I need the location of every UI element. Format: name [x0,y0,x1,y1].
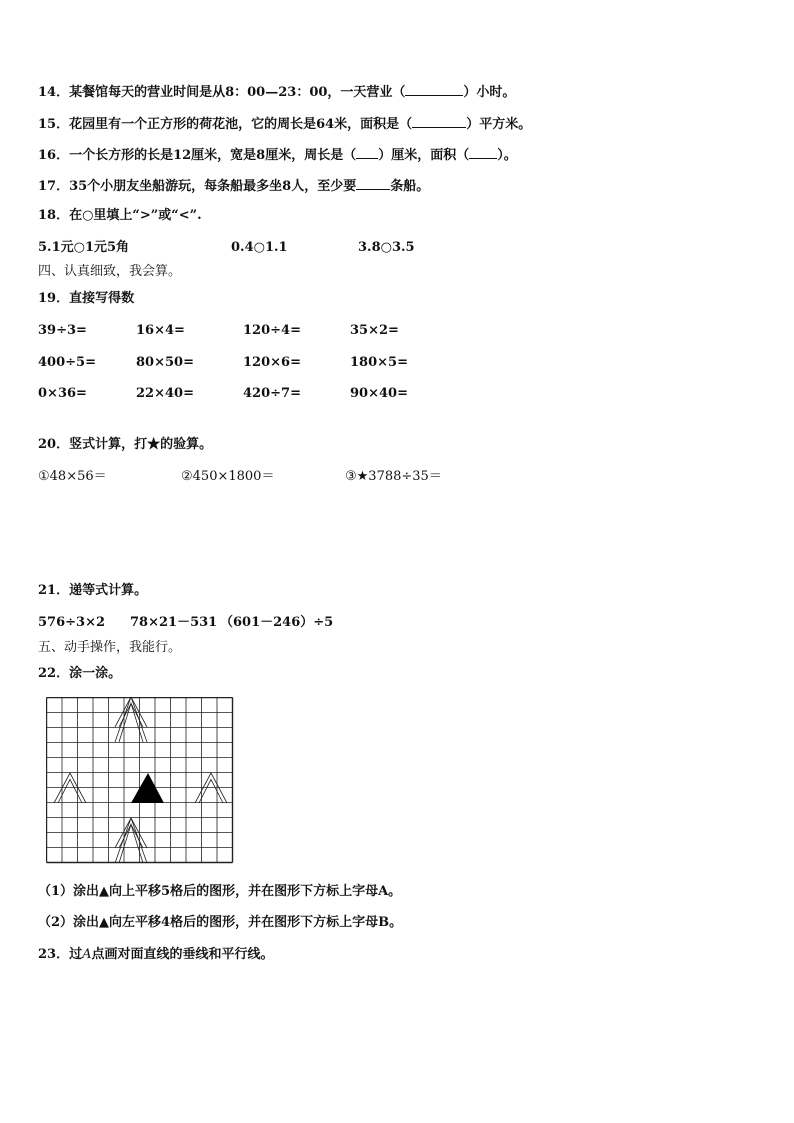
question-number: 15． [38,117,70,132]
question-text: 某餐馆每天的营业时间是从8：00—23：00，一天营业（ [69,85,406,100]
answer-blank[interactable] [412,115,466,128]
calc-item: 0×36= [38,386,87,401]
vertical-calc-item: ③★3788÷35＝ [345,469,442,484]
compare-item: 5.1元○1元5角 [38,240,130,255]
question-text: 一个长方形的长是12厘米，宽是8厘米，周长是（ [69,148,357,163]
question-text: ）平方米。 [466,117,532,132]
question-text: 在○里填上“>”或“<”. [69,208,202,223]
question-text: 直接写得数 [69,291,135,306]
calc-item: 22×40= [136,386,194,401]
question-number: 19． [38,291,70,306]
hatched-triangles [54,697,227,863]
question-text: ）小时。 [463,85,516,100]
step-calc-item: （601－246）÷5 [220,615,334,630]
grid-figure[interactable] [46,697,236,867]
question-22 [38,666,121,682]
calc-item: 120÷4= [243,323,301,338]
question-17 [38,177,429,195]
step-calc-item: 78×21－531 [130,615,218,630]
question-text: ）。 [497,148,517,163]
black-triangle [131,773,164,803]
hatched-triangle-outline [115,697,147,727]
hatched-triangle-outline [54,773,86,803]
hatched-triangle-outline [115,818,147,848]
calc-item: 420÷7= [243,386,301,401]
calc-item: 400÷5= [38,355,96,370]
question-14 [38,83,515,101]
answer-blank[interactable] [469,146,497,159]
question-text: ）厘米，面积（ [378,148,470,163]
sub-question-1: （1）涂出▲向上平移5格后的图形，并在图形下方标上字母A。 [38,884,402,899]
vertical-calc-item: ②450×1800＝ [181,469,275,484]
question-text: 竖式计算，打★的验算。 [69,437,213,452]
question-text: 涂一涂。 [69,666,122,681]
answer-blank[interactable] [356,177,390,190]
question-16 [38,146,517,164]
calc-item: 120×6= [243,355,301,370]
question-number: 16． [38,148,70,163]
answer-blank[interactable] [356,146,378,159]
answer-blank[interactable] [405,83,463,96]
question-21 [38,583,147,599]
calc-item: 90×40= [350,386,408,401]
section-heading-4: 四、认真细致，我会算。 [38,264,182,279]
question-text: 35个小朋友坐船游玩，每条船最多坐8人，至少要 [69,179,357,194]
calc-item: 16×4= [136,323,185,338]
hatched-triangle-outline [195,773,227,803]
step-calc-item: 576÷3×2 [38,615,106,630]
question-19 [38,291,134,307]
question-number: 23． [38,947,70,962]
question-number: 18． [38,208,70,223]
question-number: 20． [38,437,70,452]
calc-item: 180×5= [350,355,408,370]
vertical-calc-item: ①48×56＝ [38,469,107,484]
compare-item: 0.4○1.1 [231,240,288,255]
hatched-triangle-outline [199,779,223,803]
question-18 [38,208,202,224]
question-text: 点画对面直线的垂线和平行线。 [91,947,274,962]
section-heading-5: 五、动手操作，我能行。 [38,640,182,655]
question-text: 花园里有一个正方形的荷花池，它的周长是64米，面积是（ [69,117,413,132]
compare-item: 3.8○3.5 [358,240,415,255]
question-text: 过 [69,947,83,962]
question-text: 条船。 [390,179,430,194]
question-number: 17． [38,179,70,194]
question-20 [38,437,212,453]
question-text: 递等式计算。 [69,583,148,598]
question-number: 21． [38,583,70,598]
calc-item: 39÷3= [38,323,87,338]
question-number: 14． [38,85,70,100]
calc-item: 80×50= [136,355,194,370]
sub-question-2: （2）涂出▲向左平移4格后的图形，并在图形下方标上字母B。 [38,915,403,930]
point-label: A [82,947,92,962]
grid-lines [47,698,233,863]
question-15 [38,115,531,133]
hatched-triangle-outline [58,779,82,803]
question-number: 22． [38,666,70,681]
question-23 [38,947,274,963]
calc-item: 35×2= [350,323,399,338]
